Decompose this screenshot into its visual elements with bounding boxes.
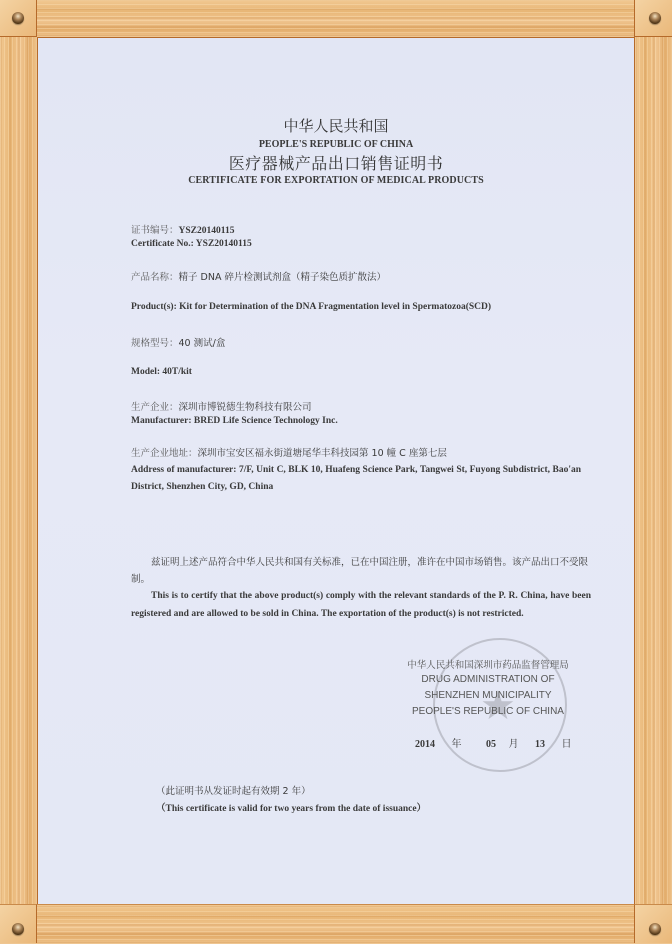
field-label: Product(s): <box>131 302 180 312</box>
field-value: 7/F, Unit C, BLK 10, Huafeng Science Park, Tangwei St, Fuyong Subdistrict, Bao'an District, Shenzhen City, GD, China <box>131 465 581 492</box>
model-cn <box>131 335 225 349</box>
frame-corner-top-left <box>0 0 37 37</box>
validity-note-cn: （此证明书从发证时起有效期 2 年） <box>156 786 311 797</box>
frame-corner-top-right <box>634 0 672 37</box>
frame-top-bar <box>0 0 672 38</box>
certificate-title-cn: 医疗器械产品出口销售证明书 <box>228 154 444 173</box>
authority-name-en-line3: PEOPLE'S REPUBLIC OF CHINA <box>412 706 564 717</box>
date-day: 13 <box>535 739 545 750</box>
country-name-en: PEOPLE'S REPUBLIC OF CHINA <box>258 139 414 150</box>
authority-name-cn: 中华人民共和国深圳市药品监督管理局 <box>407 660 569 671</box>
field-label: 证书编号： <box>131 225 179 236</box>
manufacturer-cn <box>131 399 312 413</box>
field-label: Address of manufacturer: <box>131 465 239 475</box>
frame-bottom-bar <box>0 904 672 944</box>
manufacturer-en <box>131 416 338 426</box>
field-label: 产品名称： <box>131 272 179 283</box>
date-month-unit: 月 <box>508 739 519 750</box>
field-label: 规格型号： <box>131 338 179 349</box>
field-label: Manufacturer: <box>131 416 194 426</box>
country-name-cn: 中华人民共和国 <box>283 117 389 135</box>
field-label: Certificate No.: <box>131 239 196 249</box>
address-en <box>131 462 581 496</box>
nail-icon <box>649 12 661 24</box>
field-value: 精子 DNA 碎片检测试剂盒（精子染色质扩散法） <box>178 272 386 283</box>
certificate-title-en: CERTIFICATE FOR EXPORTATION OF MEDICAL PRODUCTS <box>188 175 484 186</box>
date-month: 05 <box>486 739 496 750</box>
field-value: YSZ20140115 <box>195 239 252 249</box>
certification-statement-cn: 兹证明上述产品符合中华人民共和国有关标准，已在中国注册，准许在中国市场销售。该产品出口不受限制。 <box>131 557 589 585</box>
nail-icon <box>12 12 24 24</box>
authority-name-en-line2: SHENZHEN MUNICIPALITY <box>424 690 552 701</box>
field-label: Model: <box>131 367 163 377</box>
model-en <box>131 367 192 377</box>
field-value: 深圳市博锐德生物科技有限公司 <box>178 402 312 413</box>
field-value: 深圳市宝安区福永街道塘尾华丰科技园第 10 幢 C 座第七层 <box>197 448 447 459</box>
field-value: YSZ20140115 <box>178 226 235 236</box>
product-name-en <box>131 302 491 312</box>
field-label: 生产企业： <box>131 402 179 413</box>
authority-name-en-line1: DRUG ADMINISTRATION OF <box>421 674 555 685</box>
nail-icon <box>649 923 661 935</box>
frame-left-bar <box>0 37 38 904</box>
nail-icon <box>12 923 24 935</box>
field-value: Kit for Determination of the DNA Fragmentation level in Spermatozoa(SCD) <box>179 302 492 312</box>
certificate-number-cn <box>131 222 234 236</box>
certificate-number-en <box>131 239 252 249</box>
field-value: 40T/kit <box>162 367 192 377</box>
certificate-document <box>38 38 634 904</box>
issue-date <box>415 735 572 750</box>
frame-corner-bottom-left <box>0 904 37 943</box>
star-icon: ★ <box>480 683 516 728</box>
address-cn <box>131 445 447 459</box>
certification-statement-en: This is to certify that the above product(s) comply with the relevant standards of the P. R. China, have been registered and are allowed to be sold in China. The exportation of the product(s) is not restricted. <box>131 591 591 619</box>
validity-note-en: （This certificate is valid for two years from the date of issuance） <box>156 804 427 814</box>
date-year-unit: 年 <box>451 739 462 750</box>
field-value: BRED Life Science Technology Inc. <box>193 416 338 426</box>
date-year: 2014 <box>415 739 435 750</box>
field-value: 40 测试/盒 <box>178 338 226 349</box>
field-label: 生产企业地址： <box>131 448 198 459</box>
frame-corner-bottom-right <box>634 904 672 943</box>
frame-right-bar <box>634 37 672 904</box>
product-name-cn <box>131 269 386 283</box>
date-day-unit: 日 <box>561 739 572 750</box>
